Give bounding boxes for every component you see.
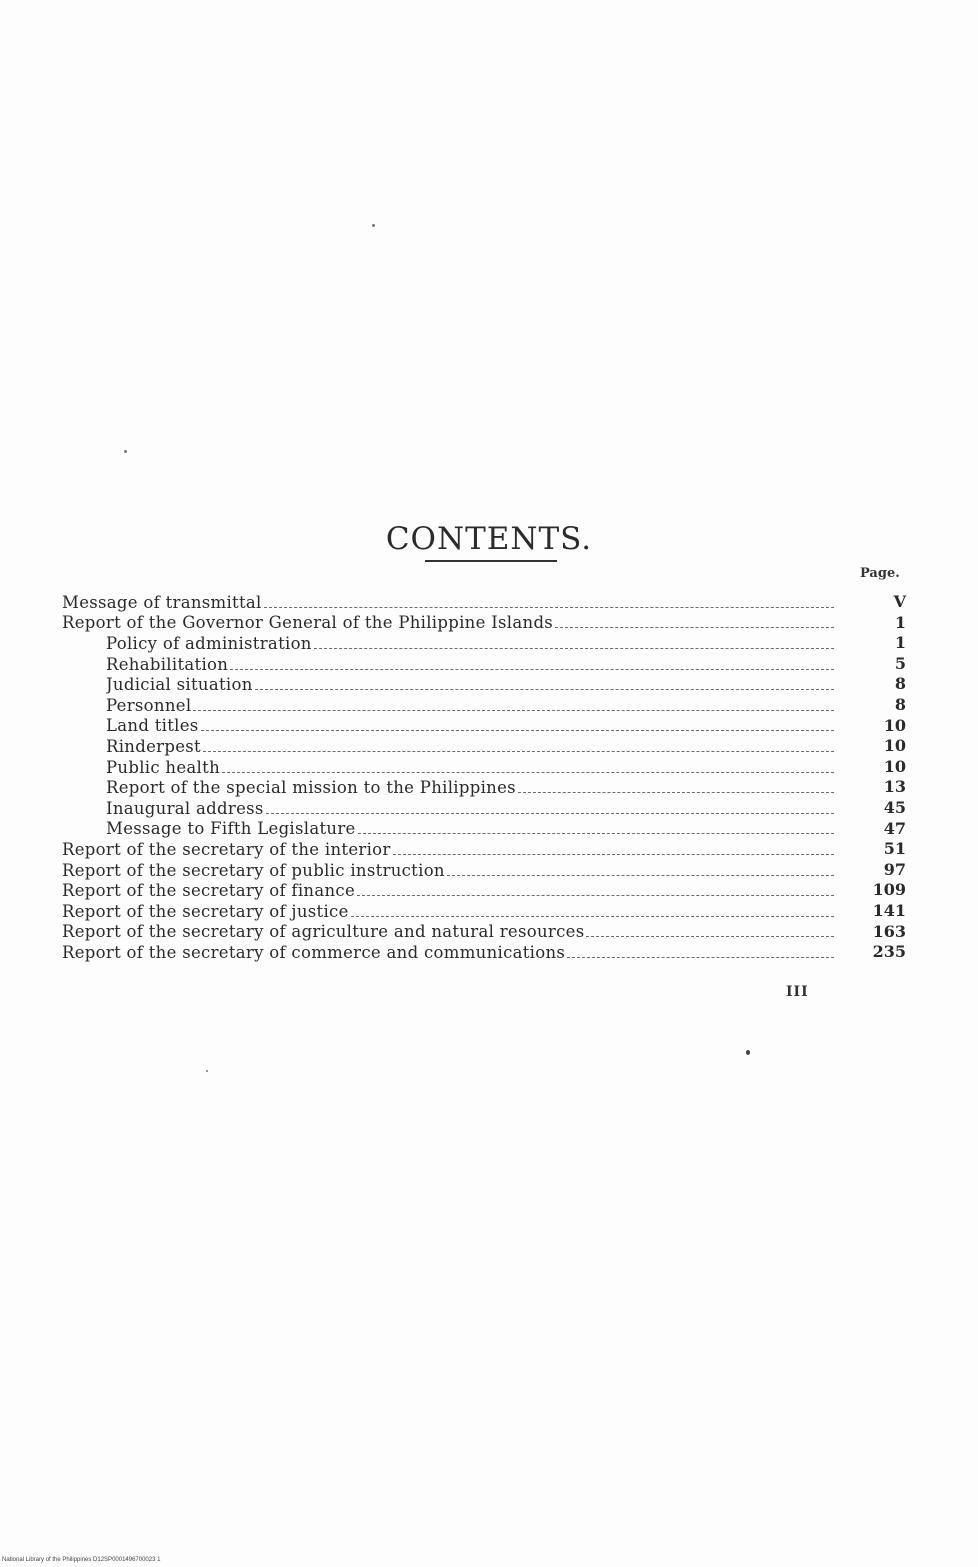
toc-entry-title (106, 674, 834, 695)
toc-entry-title (106, 819, 834, 840)
title-rule (425, 560, 557, 562)
toc-entry-label: Land titles (106, 716, 199, 736)
toc-entry-label: Policy of administration (106, 633, 312, 653)
dot-leader (358, 833, 834, 834)
toc-entry-title (106, 695, 834, 716)
toc-page-number: 1 (894, 612, 906, 632)
dot-leader (518, 792, 834, 793)
toc-entry (62, 942, 912, 963)
toc-page-number: 97 (883, 859, 906, 879)
toc-entry (62, 757, 912, 778)
toc-entry (62, 654, 912, 675)
toc-page-number: 45 (883, 797, 906, 817)
toc-entry-label: Message of transmittal (62, 592, 262, 612)
toc-entry-label: Message to Fifth Legislature (106, 819, 356, 839)
toc-entry-title (62, 922, 834, 943)
toc-page-number: 51 (883, 839, 906, 859)
toc-page-number: 10 (883, 736, 906, 756)
toc-page-number: 141 (872, 900, 906, 920)
toc-entry (62, 674, 912, 695)
dot-leader (447, 875, 834, 876)
toc-entry-title (62, 901, 834, 922)
dot-leader (351, 916, 834, 917)
toc-entry-title (106, 757, 834, 778)
dot-leader (264, 607, 834, 608)
page-column-header: Page. (860, 566, 900, 581)
toc-entry (62, 736, 912, 757)
toc-entry (62, 819, 912, 840)
dot-leader (266, 813, 834, 814)
page-folio: III (786, 984, 809, 1000)
toc-page-number: 13 (883, 777, 906, 797)
toc-entry (62, 633, 912, 654)
toc-page-number: 8 (894, 674, 906, 694)
scan-speck (372, 224, 375, 227)
toc-entry-label: Personnel (106, 695, 192, 715)
toc-entry-title (106, 654, 834, 675)
scan-speck (746, 1050, 750, 1055)
toc-page-number: 8 (894, 694, 906, 714)
toc-page-number: 5 (894, 653, 906, 673)
toc-entry-label: Inaugural address (106, 798, 264, 818)
scan-speck (124, 450, 127, 453)
toc-entry (62, 592, 912, 613)
dot-leader (314, 648, 834, 649)
dot-leader (255, 689, 834, 690)
toc-entry-label: Report of the secretary of public instruction (62, 860, 445, 880)
toc-entry-label: Report of the secretary of commerce and communications (62, 942, 566, 962)
toc-entry-title (106, 798, 834, 819)
table-of-contents (62, 592, 912, 963)
toc-entry (62, 716, 912, 737)
toc-page-number: 235 (872, 942, 906, 962)
toc-entry-title (62, 839, 834, 860)
toc-entry-label: Report of the secretary of agriculture and natural resources (62, 922, 585, 942)
toc-page-number: 47 (883, 818, 906, 838)
toc-entry-label: Judicial situation (106, 675, 253, 695)
toc-page-number: 109 (872, 880, 906, 900)
toc-entry-title (62, 942, 834, 963)
dot-leader (222, 772, 834, 773)
toc-page-number: 10 (883, 756, 906, 776)
toc-entry-title (106, 736, 834, 757)
toc-entry-label: Report of the Governor General of the Philippine Islands (62, 613, 554, 633)
toc-entry-label: Report of the secretary of justice (62, 901, 349, 921)
dot-leader (567, 957, 834, 958)
toc-entry-label: Rinderpest (106, 736, 201, 756)
toc-entry-title (62, 613, 834, 634)
toc-page-number: 1 (894, 633, 906, 653)
toc-entry (62, 901, 912, 922)
scan-speck (206, 1070, 208, 1072)
toc-entry (62, 777, 912, 798)
toc-entry-label: Report of the secretary of finance (62, 881, 356, 901)
dot-leader (555, 627, 834, 628)
toc-entry (62, 695, 912, 716)
toc-entry-title (106, 633, 834, 654)
toc-entry-title (106, 777, 834, 798)
toc-page-number: V (893, 592, 906, 611)
toc-entry-title (106, 716, 834, 737)
toc-entry-label: Report of the secretary of the interior (62, 839, 391, 859)
toc-entry-title (62, 880, 834, 901)
dot-leader (586, 936, 834, 937)
toc-page-number: 163 (872, 921, 906, 941)
toc-entry-label: Public health (106, 757, 220, 777)
dot-leader (201, 730, 834, 731)
toc-entry-label: Rehabilitation (106, 654, 229, 674)
scan-footer: National Library of the Philippines D12SP0001496700023 1 (2, 1557, 161, 1563)
toc-entry (62, 839, 912, 860)
toc-page-number: 10 (883, 715, 906, 735)
dot-leader (230, 669, 834, 670)
dot-leader (393, 854, 834, 855)
toc-entry (62, 798, 912, 819)
dot-leader (203, 751, 834, 752)
toc-entry-title (62, 592, 834, 613)
toc-entry-label: Report of the special mission to the Philippines (106, 778, 516, 798)
toc-entry-title (62, 860, 834, 881)
toc-entry (62, 922, 912, 943)
dot-leader (357, 895, 834, 896)
dot-leader (193, 710, 834, 711)
toc-entry (62, 860, 912, 881)
page-title: CONTENTS. (385, 520, 593, 557)
toc-entry (62, 880, 912, 901)
toc-entry (62, 613, 912, 634)
